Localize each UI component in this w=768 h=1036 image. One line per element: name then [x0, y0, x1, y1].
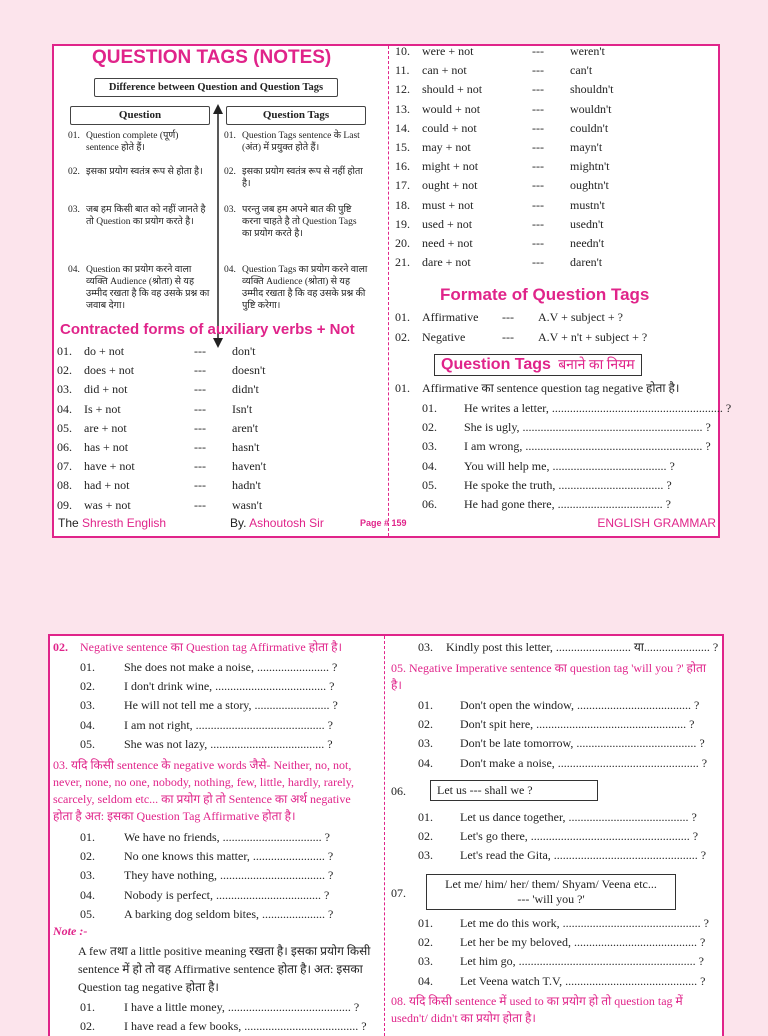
question-point: 03. जब हम किसी बात को नहीं जानते है तो Question का प्रयोग करते है। — [68, 205, 206, 227]
rule-5-line: 05. Negative Imperative sentence का question tag 'will you ?' होता — [391, 661, 706, 675]
right-first-item: 03. Kindly post this letter, ......................... या...................... ? — [418, 640, 719, 654]
rule-8-line: 08. यदि किसी sentence में used to का प्रयोग हो तो question tag में — [391, 994, 683, 1008]
contraction-row: 05. are + not --- aren't — [57, 420, 259, 435]
contraction-row: 06. has + not --- hasn't — [57, 440, 260, 454]
contraction-row: 08. had + not --- hadn't — [57, 478, 261, 493]
question-tag-point: 01. Question Tags sentence के Last (अंत) में प्रयुक्त होते हैं। — [224, 131, 360, 153]
question-tag-point: 03. परन्तु जब हम अपने बात की पुष्टि करना चाहते है तो Question Tags का प्रयोग करते है। — [224, 205, 357, 239]
exercise-row: 01. Let us dance together, ........................................ ? — [418, 810, 697, 824]
rule-3-line: never, none, no one, nobody, nothing, few, little, hardly, rarely, — [53, 775, 354, 789]
rule-5-line: है। — [391, 678, 402, 692]
page-title: QUESTION TAGS (NOTES) — [92, 47, 332, 68]
exercise-row: 06. He had gone there, ................................... ? — [422, 497, 671, 511]
contraction-row: 12. should + not --- shouldn't — [395, 82, 614, 97]
exercise-row: 02. No one knows this matter, ........................ ? — [80, 849, 334, 864]
contraction-row: 15. may + not --- mayn't — [395, 140, 603, 154]
exercise-row: 03. Let him go, ........................................................... ? — [418, 954, 704, 969]
contraction-row: 01. do + not --- don't — [57, 344, 256, 358]
formate-title: Formate of Question Tags — [440, 285, 650, 304]
exercise-row: 04. Nobody is perfect, ................................... ? — [80, 887, 330, 902]
exercise-row: 05. She was not lazy, ...................................... ? — [80, 736, 333, 751]
page-number: Page # 159 — [360, 518, 407, 528]
difference-box: Difference between Question and Question Tags — [94, 78, 338, 97]
exercise-row: 02. I don't drink wine, ..................................... ? — [80, 679, 335, 694]
footer-grammar: ENGLISH GRAMMAR — [597, 516, 716, 530]
exercise-row: 03. I am wrong, ........................................................... ? — [422, 439, 711, 454]
contraction-row: 02. does + not --- doesn't — [57, 363, 266, 378]
contraction-row: 18. must + not --- mustn't — [395, 197, 605, 212]
note-line: A few तथा a little positive meaning रखता है। इसका प्रयोग किसी — [78, 944, 371, 958]
contraction-row: 21. dare + not --- daren't — [395, 255, 603, 270]
question-point: 01. Question complete (पूर्ण) sentence होते हैं। — [68, 131, 179, 153]
contraction-row: 03. did + not --- didn't — [57, 382, 259, 397]
exercise-row: 05. A barking dog seldom bites, ..................... ? — [80, 906, 334, 921]
note-line: Question tag negative होता है। — [78, 980, 219, 994]
exercise-row: 03. He will not tell me a story, ......................... ? — [80, 698, 338, 713]
exercise-row: 01. He writes a letter, ......................................................... ? — [422, 401, 732, 415]
note-line: sentence में हो तो वह Affirmative sentence होता है। अत: इसका — [78, 962, 363, 976]
exercise-row: 03. They have nothing, ................................... ? — [80, 868, 334, 883]
contraction-row: 19. used + not --- usedn't — [395, 216, 604, 231]
exercise-row: 04. Don't make a noise, ............................................... ? — [418, 755, 708, 770]
contraction-row: 16. might + not --- mightn't — [395, 159, 610, 174]
question-header: Question — [70, 106, 210, 125]
rule-1: 01. Affirmative का sentence question tag negative होता है। — [395, 381, 680, 395]
question-tags-header: Question Tags — [226, 106, 366, 125]
question-tag-point: 02. इसका प्रयोग स्वतंत्र रूप से नहीं होता है। — [224, 167, 363, 189]
exercise-row: 03. Let's read the Gita, ................................................ ? — [418, 848, 707, 863]
rule-box: Question Tags बनाने का नियम — [434, 354, 642, 376]
exercise-row: 05. He spoke the truth, ................................... ? — [422, 477, 672, 492]
contraction-row: 10. were + not --- weren't — [395, 44, 605, 58]
notes-page-2 — [48, 634, 724, 1036]
exercise-row: 02. Let's go there, ..................................................... ? — [418, 829, 699, 844]
rule-3-line: scarcely, seldom etc... का प्रयोग हो तो Sentence का अर्थ negative — [53, 792, 351, 806]
contraction-row: 11. can + not --- can't — [395, 63, 593, 78]
format-row: 02. Negative --- A.V + n't + subject + ? — [395, 329, 648, 344]
rule-6-number: 06. — [391, 784, 406, 798]
rule-3-line: 03. यदि किसी sentence के negative words जैसे- Neither, no, not, — [53, 758, 352, 772]
rule-7-number: 07. — [391, 886, 406, 900]
exercise-row: 03. Don't be late tomorrow, ........................................ ? — [418, 736, 705, 751]
format-row: 01. Affirmative --- A.V + subject + ? — [395, 310, 623, 324]
exercise-row: 04. I am not right, ........................................... ? — [80, 717, 333, 732]
column-divider — [384, 636, 385, 1036]
exercise-row: 01. We have no friends, ................................. ? — [80, 830, 330, 844]
footer-author: By. Ashoutosh Sir — [230, 516, 324, 530]
exercise-row: 02. Don't spit here, .................................................. ? — [418, 717, 695, 732]
contraction-row: 13. would + not --- wouldn't — [395, 101, 612, 116]
contraction-row: 04. Is + not --- Isn't — [57, 401, 253, 416]
contraction-row: 07. have + not --- haven't — [57, 459, 267, 474]
question-tag-point: 04. Question Tags का प्रयोग करने वाला व्यक्ति Audience (श्रोता) से यह उम्मीद रखता है कि वह उसके प्रश्न की पुष्टि करेगा। — [224, 265, 368, 311]
column-divider — [388, 46, 389, 536]
exercise-row: 04. Let Veena watch T.V, ............................................ ? — [418, 973, 706, 988]
rule-8-line: usedn't/ didn't का प्रयोग होता है। — [391, 1011, 536, 1025]
question-point: 04. Question का प्रयोग करने वाला व्यक्ति Audience (श्रोता) से यह उम्मीद रखता है कि वह उसके प्रश्न का जवाब देगा। — [68, 265, 210, 311]
rule-7-box: Let me/ him/ her/ them/ Shyam/ Veena etc... --- 'will you ?' — [426, 874, 676, 910]
question-point: 02. इसका प्रयोग स्वतंत्र रूप से होता है। — [68, 167, 203, 177]
rule-6-box: Let us --- shall we ? — [430, 780, 598, 801]
exercise-row: 01. She does not make a noise, ........................ ? — [80, 660, 338, 674]
contraction-row: 20. need + not --- needn't — [395, 236, 605, 250]
exercise-row: 01. I have a little money, ......................................... ? — [80, 1000, 360, 1014]
contraction-row: 17. ought + not --- oughtn't — [395, 178, 609, 193]
contraction-row: 14. could + not --- couldn't — [395, 120, 609, 135]
exercise-row: 02. I have read a few books, ...................................... ? — [80, 1019, 367, 1034]
exercise-row: 01. Don't open the window, ...................................... ? — [418, 698, 700, 712]
note-label: Note :- — [53, 924, 88, 938]
rule-3-line: होता है अत: इसका Question Tag Affirmative होता है। — [53, 809, 296, 823]
notes-page-1 — [52, 44, 732, 538]
footer-brand: The Shresth English — [58, 516, 167, 530]
contraction-row: 09. was + not --- wasn't — [57, 497, 263, 512]
exercise-row: 02. She is ugly, ............................................................ ? — [422, 420, 711, 435]
contracted-forms-title: Contracted forms of auxiliary verbs + Not — [60, 321, 355, 338]
exercise-row: 01. Let me do this work, .............................................. ? — [418, 916, 709, 930]
exercise-row: 04. You will help me, ...................................... ? — [422, 458, 675, 473]
rule-2: 02. Negative sentence का Question tag Affirmative होता है। — [53, 640, 343, 654]
exercise-row: 02. Let her be my beloved, ......................................... ? — [418, 935, 706, 950]
